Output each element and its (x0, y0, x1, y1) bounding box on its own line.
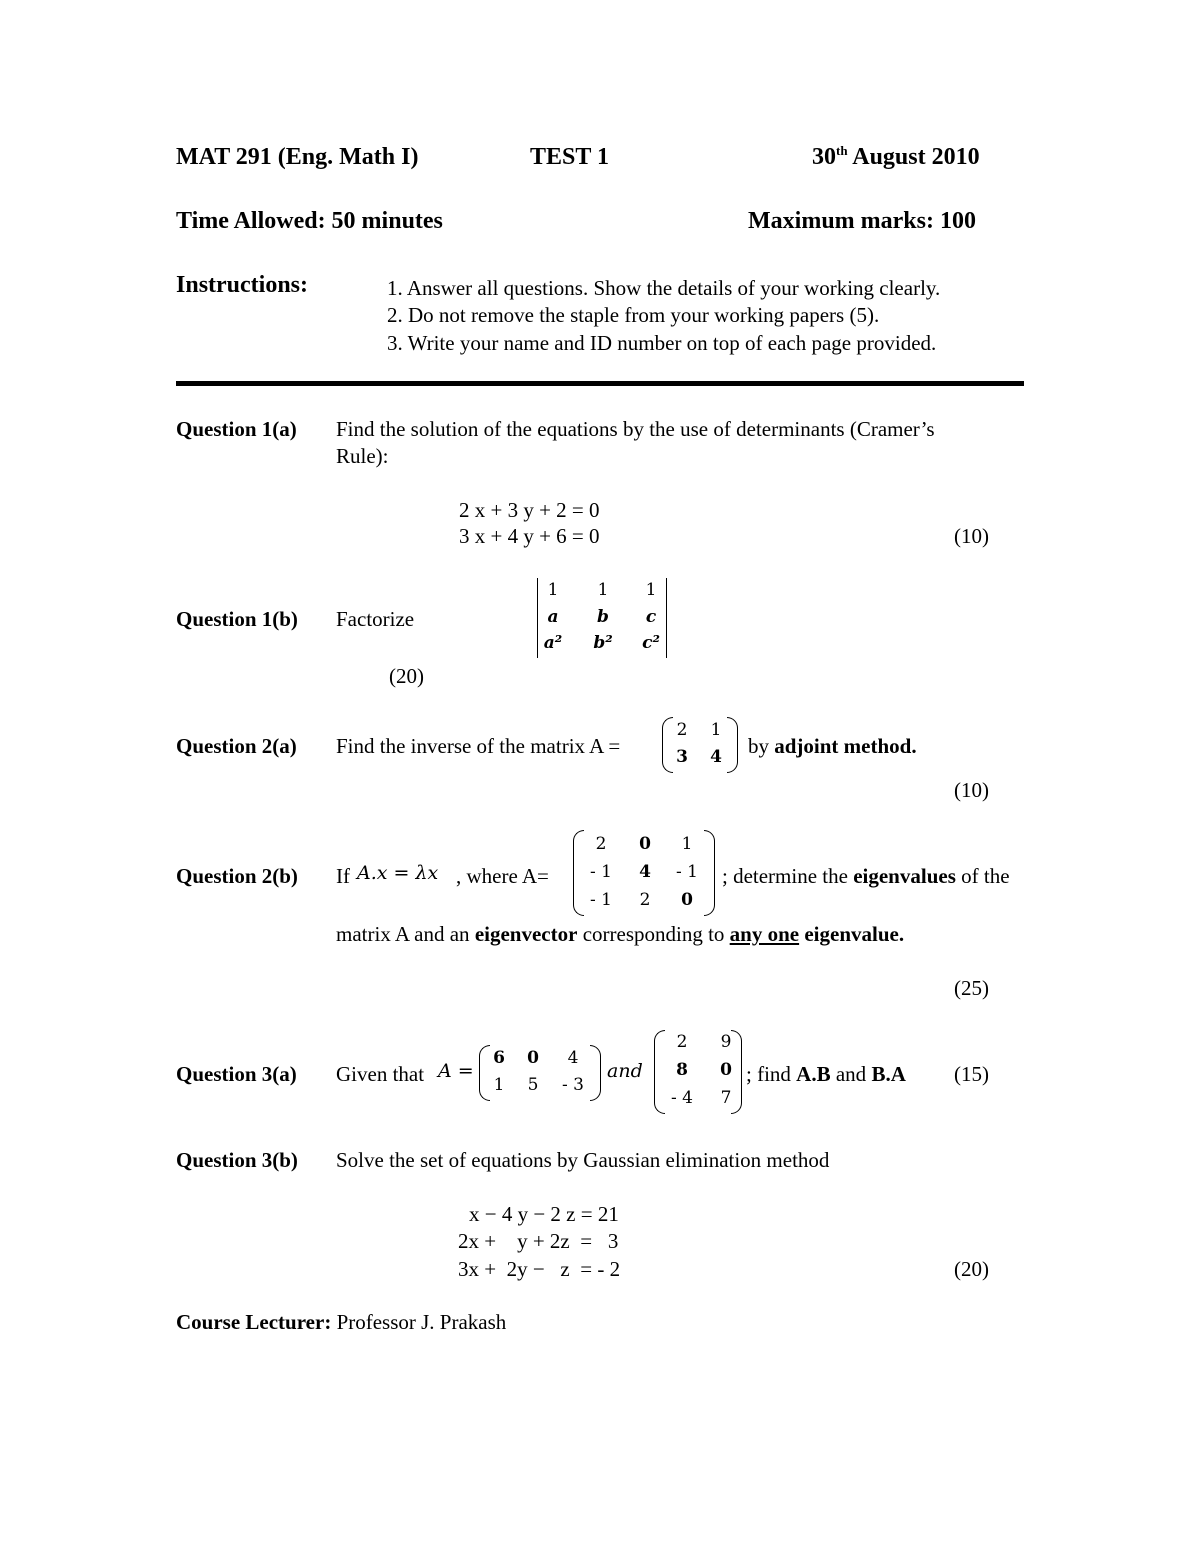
q3b-marks: (20) (954, 1257, 989, 1281)
q2b-of-the: of the (961, 864, 1010, 888)
q2b-equation: A.x = λx (357, 862, 439, 884)
det-cell: a² (543, 633, 563, 653)
date-day: 30 (812, 144, 836, 170)
q3b-equation-3: 3x + 2y − z = - 2 (458, 1257, 621, 1281)
matrix-cell: 9 (720, 1032, 732, 1052)
q2b-matrix-and: matrix A and an (336, 922, 470, 946)
instruction-item: 1. Answer all questions. Show the details of your working clearly. (387, 276, 941, 300)
matrix-cell: 2 (639, 890, 651, 910)
q1b-determinant (537, 578, 667, 658)
q2a-text: Find the inverse of the matrix A = (336, 734, 621, 758)
q1a-equation-1: 2 x + 3 y + 2 = 0 (459, 498, 600, 522)
q2b-matrix (573, 830, 715, 916)
q2a-text-end (748, 734, 917, 759)
test-title: TEST 1 (530, 144, 609, 170)
q2b-eigenvalues: eigenvalues (853, 864, 956, 888)
matrix-cell: 0 (681, 890, 693, 910)
q3a-and: and (607, 1060, 643, 1082)
q3a-marks: (15) (954, 1062, 989, 1086)
q2b-text-line1 (722, 864, 1010, 889)
course-lecturer (176, 1310, 506, 1335)
lecturer-name: Professor J. Prakash (336, 1310, 507, 1334)
matrix-cell: 2 (595, 834, 607, 854)
q3a-label: Question 3(a) (176, 1062, 297, 1086)
matrix-cell: 0 (527, 1048, 539, 1068)
header-divider (176, 381, 1024, 386)
q3a-a-symbol: A = (438, 1060, 474, 1082)
q3a-matrix-a (479, 1045, 601, 1101)
det-cell: a (547, 607, 559, 627)
q3b-text: Solve the set of equations by Gaussian elimination method (336, 1148, 830, 1172)
q2a-label: Question 2(a) (176, 734, 297, 758)
det-cell: 1 (597, 580, 609, 600)
det-cell: 1 (645, 580, 657, 600)
q1b-marks: (20) (389, 664, 424, 688)
q3a-matrix-b (654, 1030, 742, 1114)
det-cell: c (645, 607, 657, 627)
matrix-cell: 0 (720, 1060, 732, 1080)
q3b-equation-2: 2x + y + 2z = 3 (458, 1229, 619, 1253)
q1b-label: Question 1(b) (176, 607, 298, 631)
q2b-label: Question 2(b) (176, 864, 298, 888)
matrix-cell: 1 (681, 834, 693, 854)
q2b-marks: (25) (954, 976, 989, 1000)
matrix-cell: 1 (710, 720, 722, 740)
q3a-ba: B.A (871, 1062, 906, 1086)
q2b-determine: ; determine the (722, 864, 848, 888)
matrix-cell: 3 (676, 747, 688, 767)
matrix-cell: 8 (676, 1060, 688, 1080)
max-marks: Maximum marks: 100 (748, 208, 976, 234)
det-cell: b² (593, 633, 613, 653)
q2b-corresponding: corresponding to (582, 922, 725, 946)
det-cell: c² (642, 633, 660, 653)
q1a-marks: (10) (954, 524, 989, 548)
matrix-cell: 4 (710, 747, 722, 767)
q3b-label: Question 3(b) (176, 1148, 298, 1172)
matrix-cell: 7 (720, 1088, 732, 1108)
q2b-eigenvector: eigenvector (474, 922, 578, 946)
q3b-equation-1: x − 4 y − 2 z = 21 (469, 1202, 619, 1226)
q2b-text-line2 (336, 922, 904, 947)
instruction-item: 3. Write your name and ID number on top of each page provided. (387, 331, 937, 355)
matrix-cell: 4 (567, 1048, 579, 1068)
instructions-label: Instructions: (176, 272, 309, 298)
det-cell: 1 (547, 580, 559, 600)
matrix-cell: - 1 (590, 890, 612, 910)
q3a-find: ; find (746, 1062, 791, 1086)
q2a-matrix (662, 717, 738, 773)
matrix-cell: 5 (527, 1075, 539, 1095)
matrix-cell: - 4 (671, 1088, 693, 1108)
q3a-and-text: and (835, 1062, 867, 1086)
lecturer-label: Course Lecturer: (176, 1310, 332, 1334)
matrix-cell: - 1 (590, 862, 612, 882)
q2a-by: by (748, 734, 769, 758)
q1a-text: Find the solution of the equations by the use of determinants (Cramer’s (336, 417, 935, 441)
q3a-given: Given that (336, 1062, 425, 1086)
q2b-if: If (336, 864, 350, 888)
q2b-eigenvalue: eigenvalue. (804, 922, 905, 946)
test-date (812, 144, 980, 171)
q1a-equation-2: 3 x + 4 y + 6 = 0 (459, 524, 600, 548)
q2a-method: adjoint method. (774, 734, 917, 758)
matrix-cell: 1 (493, 1075, 505, 1095)
q3a-find-text (746, 1062, 906, 1087)
time-allowed: Time Allowed: 50 minutes (176, 208, 443, 234)
q2b-any-one: any one (729, 922, 800, 946)
matrix-cell: 4 (639, 862, 651, 882)
matrix-cell: 2 (676, 1032, 688, 1052)
course-title: MAT 291 (Eng. Math I) (176, 144, 419, 170)
q2b-where: , where A= (456, 864, 549, 888)
q1a-text-cont: Rule): (336, 444, 389, 468)
date-month-year: August 2010 (847, 144, 980, 170)
det-cell: b (597, 607, 609, 627)
q1a-label: Question 1(a) (176, 417, 297, 441)
q1b-text: Factorize (336, 607, 415, 631)
q3a-ab: A.B (796, 1062, 831, 1086)
q2a-marks: (10) (954, 778, 989, 802)
matrix-cell: 6 (493, 1048, 505, 1068)
matrix-cell: - 1 (676, 862, 698, 882)
matrix-cell: 0 (639, 834, 651, 854)
matrix-cell: - 3 (562, 1075, 584, 1095)
matrix-cell: 2 (676, 720, 688, 740)
date-suffix: th (836, 143, 848, 158)
instruction-item: 2. Do not remove the staple from your working papers (5). (387, 303, 880, 327)
